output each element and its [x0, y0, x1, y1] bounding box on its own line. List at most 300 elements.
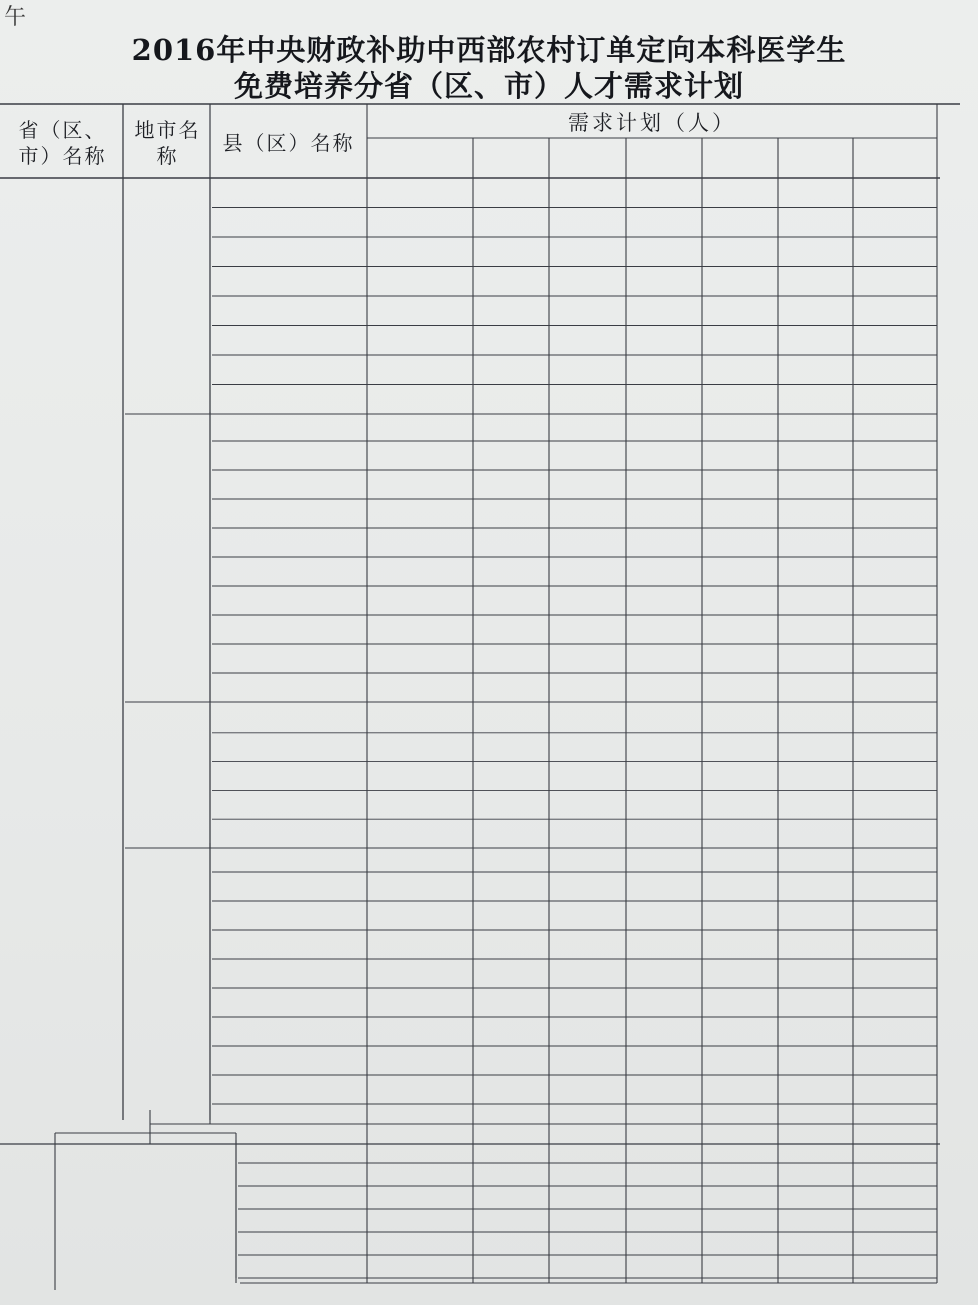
plan-value: [702, 615, 778, 644]
plan-value: [473, 1046, 549, 1075]
plan-value: [853, 1255, 937, 1278]
corner-mark: 午: [4, 5, 27, 30]
plan-value: [549, 208, 626, 238]
plan-value: [702, 528, 778, 557]
plan-value: [626, 499, 702, 528]
plan-value: [626, 470, 702, 499]
plan-value: [778, 237, 853, 267]
county-name: [212, 178, 365, 208]
plan-value: [853, 208, 937, 238]
plan-value: [367, 615, 473, 644]
county-name: [212, 208, 365, 238]
plan-value: [473, 762, 549, 791]
plan-value: [626, 843, 702, 872]
plan-value: [778, 930, 853, 959]
plan-value: [853, 762, 937, 791]
plan-value: [702, 959, 778, 988]
plan-value: [473, 644, 549, 673]
county-name: [212, 267, 365, 297]
plan-value: [549, 790, 626, 819]
plan-value: [778, 1209, 853, 1232]
plan-value: [549, 872, 626, 901]
plan-value: [626, 208, 702, 238]
plan-value: [367, 1163, 473, 1186]
city-name: [150, 843, 210, 1124]
plan-value: [367, 901, 473, 930]
plan-value: [549, 586, 626, 615]
plan-value: [549, 762, 626, 791]
plan-value: [549, 615, 626, 644]
plan-value: [549, 296, 626, 326]
header-demand-plan: 需求计划（人）: [568, 111, 736, 135]
plan-value: [367, 528, 473, 557]
plan-value: [473, 326, 549, 356]
plan-value: [626, 441, 702, 470]
plan-value: [473, 441, 549, 470]
county-name: [212, 528, 365, 557]
plan-value: [626, 1186, 702, 1209]
plan-value: [778, 1163, 853, 1186]
plan-value: [549, 930, 626, 959]
plan-value: [778, 762, 853, 791]
plan-value: [473, 790, 549, 819]
plan-value: [626, 557, 702, 586]
plan-value: [702, 208, 778, 238]
plan-value: [473, 267, 549, 297]
total-value: [473, 1120, 549, 1144]
county-name: [212, 586, 365, 615]
header-plan-column: [549, 140, 626, 176]
plan-value: [626, 412, 702, 441]
plan-value: [626, 615, 702, 644]
plan-value: [367, 762, 473, 791]
county-name: [212, 733, 365, 762]
plan-value: [853, 1232, 937, 1255]
plan-value: [367, 704, 473, 733]
county-name: [238, 1232, 365, 1255]
plan-value: [367, 790, 473, 819]
plan-value: [778, 412, 853, 441]
plan-value: [702, 1232, 778, 1255]
plan-value: [549, 704, 626, 733]
plan-value: [367, 470, 473, 499]
subtotal-value: [367, 673, 473, 702]
plan-value: [473, 1232, 549, 1255]
plan-value: [367, 1209, 473, 1232]
subtotal-value: [626, 385, 702, 415]
plan-value: [367, 441, 473, 470]
plan-value: [473, 930, 549, 959]
plan-value: [778, 790, 853, 819]
plan-value: [367, 326, 473, 356]
plan-value: [702, 326, 778, 356]
plan-value: [367, 586, 473, 615]
plan-value: [853, 1209, 937, 1232]
plan-value: [549, 901, 626, 930]
plan-value: [702, 355, 778, 385]
plan-value: [778, 615, 853, 644]
plan-value: [702, 843, 778, 872]
plan-value: [473, 470, 549, 499]
plan-value: [626, 704, 702, 733]
plan-value: [473, 704, 549, 733]
plan-value: [778, 959, 853, 988]
plan-value: [626, 237, 702, 267]
plan-value: [853, 901, 937, 930]
plan-value: [702, 1046, 778, 1075]
plan-value: [853, 733, 937, 762]
plan-value: [778, 528, 853, 557]
plan-value: [367, 412, 473, 441]
plan-value: [549, 1046, 626, 1075]
subtotal-value: [853, 385, 937, 415]
plan-value: [626, 355, 702, 385]
plan-value: [626, 296, 702, 326]
plan-value: [702, 441, 778, 470]
document-title-line-1: 2016年中央财政补助中西部农村订单定向本科医学生: [131, 33, 847, 67]
plan-value: [778, 557, 853, 586]
plan-value: [853, 959, 937, 988]
plan-value: [626, 762, 702, 791]
header-plan-column: [778, 140, 853, 176]
plan-value: [549, 843, 626, 872]
plan-value: [702, 267, 778, 297]
plan-value: [367, 988, 473, 1017]
plan-value: [626, 930, 702, 959]
county-name: [238, 1209, 365, 1232]
plan-value: [367, 843, 473, 872]
plan-value: [702, 644, 778, 673]
plan-value: [473, 1017, 549, 1046]
subtotal-value: [702, 673, 778, 702]
plan-value: [778, 644, 853, 673]
plan-value: [778, 704, 853, 733]
plan-value: [702, 1075, 778, 1104]
plan-value: [367, 355, 473, 385]
county-name: [212, 644, 365, 673]
plan-value: [549, 1186, 626, 1209]
plan-value: [778, 355, 853, 385]
plan-value: [702, 557, 778, 586]
plan-value: [778, 586, 853, 615]
province-name: [2, 178, 123, 1120]
plan-value: [367, 296, 473, 326]
county-name: [212, 704, 365, 733]
plan-value: [549, 644, 626, 673]
header-plan-column: [367, 140, 473, 176]
plan-value: [853, 355, 937, 385]
county-name: [212, 872, 365, 901]
plan-value: [702, 901, 778, 930]
plan-value: [473, 1163, 549, 1186]
total-value: [702, 1120, 778, 1144]
city-name: [125, 704, 210, 848]
plan-value: [626, 1232, 702, 1255]
county-name: [212, 790, 365, 819]
plan-value: [473, 528, 549, 557]
plan-value: [778, 208, 853, 238]
county-name: [212, 557, 365, 586]
plan-value: [626, 644, 702, 673]
plan-value: [473, 959, 549, 988]
plan-value: [778, 843, 853, 872]
plan-value: [778, 499, 853, 528]
plan-value: [778, 1186, 853, 1209]
plan-value: [853, 586, 937, 615]
plan-value: [473, 355, 549, 385]
plan-value: [549, 1163, 626, 1186]
plan-value: [853, 930, 937, 959]
plan-value: [853, 1186, 937, 1209]
plan-value: [702, 178, 778, 208]
plan-value: [702, 1017, 778, 1046]
plan-value: [473, 615, 549, 644]
header-city: 地市名称: [134, 118, 201, 168]
county-name: [212, 355, 365, 385]
plan-value: [549, 237, 626, 267]
header-province: 省（区、市）名称: [18, 118, 107, 168]
plan-value: [853, 843, 937, 872]
plan-value: [626, 1255, 702, 1278]
plan-value: [367, 557, 473, 586]
plan-value: [626, 178, 702, 208]
plan-value: [473, 1255, 549, 1278]
plan-value: [778, 178, 853, 208]
plan-value: [626, 1163, 702, 1186]
plan-value: [367, 178, 473, 208]
plan-value: [778, 441, 853, 470]
plan-value: [702, 470, 778, 499]
plan-value: [367, 644, 473, 673]
plan-value: [702, 988, 778, 1017]
county-name: [212, 988, 365, 1017]
plan-value: [702, 499, 778, 528]
plan-value: [853, 326, 937, 356]
plan-value: [702, 1186, 778, 1209]
plan-value: [626, 267, 702, 297]
plan-value: [367, 1017, 473, 1046]
plan-value: [778, 1046, 853, 1075]
plan-value: [473, 988, 549, 1017]
plan-value: [702, 237, 778, 267]
subtotal-value: [626, 673, 702, 702]
plan-value: [367, 499, 473, 528]
plan-value: [473, 733, 549, 762]
county-name: [212, 441, 365, 470]
plan-value: [853, 1163, 937, 1186]
plan-value: [367, 1186, 473, 1209]
plan-value: [626, 1046, 702, 1075]
plan-value: [549, 326, 626, 356]
plan-value: [702, 1163, 778, 1186]
plan-value: [778, 1017, 853, 1046]
county-name: [238, 1186, 365, 1209]
plan-value: [549, 441, 626, 470]
plan-value: [473, 237, 549, 267]
county-name: [212, 237, 365, 267]
plan-value: [702, 762, 778, 791]
plan-value: [473, 901, 549, 930]
plan-value: [702, 586, 778, 615]
plan-value: [853, 704, 937, 733]
total-label: [150, 1120, 365, 1144]
total-value: [778, 1120, 853, 1144]
county-name: [212, 843, 365, 872]
plan-value: [549, 1075, 626, 1104]
plan-value: [473, 586, 549, 615]
header-plan-column: [473, 140, 549, 176]
plan-value: [367, 1075, 473, 1104]
plan-value: [549, 1255, 626, 1278]
plan-value: [473, 557, 549, 586]
plan-value: [473, 1075, 549, 1104]
plan-value: [853, 615, 937, 644]
subtotal-value: [473, 385, 549, 415]
plan-value: [549, 528, 626, 557]
subtotal-label: [212, 385, 365, 415]
plan-value: [702, 296, 778, 326]
subtotal-value: [778, 673, 853, 702]
plan-value: [778, 1232, 853, 1255]
plan-value: [473, 499, 549, 528]
plan-value: [473, 412, 549, 441]
county-name: [212, 296, 365, 326]
plan-value: [549, 959, 626, 988]
plan-value: [853, 644, 937, 673]
plan-value: [702, 412, 778, 441]
plan-value: [367, 267, 473, 297]
plan-value: [367, 1255, 473, 1278]
plan-value: [626, 959, 702, 988]
plan-value: [626, 790, 702, 819]
plan-value: [853, 988, 937, 1017]
subtotal-value: [473, 673, 549, 702]
plan-value: [473, 872, 549, 901]
county-name: [212, 959, 365, 988]
plan-value: [626, 528, 702, 557]
plan-value: [702, 733, 778, 762]
subtotal-value: [702, 385, 778, 415]
plan-value: [367, 959, 473, 988]
plan-value: [702, 930, 778, 959]
header-plan-column: [702, 140, 778, 176]
plan-value: [778, 733, 853, 762]
plan-value: [626, 586, 702, 615]
plan-value: [549, 988, 626, 1017]
plan-value: [778, 988, 853, 1017]
subtotal-value: [367, 385, 473, 415]
plan-value: [778, 901, 853, 930]
plan-value: [549, 355, 626, 385]
plan-value: [853, 441, 937, 470]
plan-value: [626, 1017, 702, 1046]
subtotal-value: [778, 385, 853, 415]
county-name: [212, 901, 365, 930]
plan-value: [549, 1209, 626, 1232]
plan-value: [853, 872, 937, 901]
plan-value: [778, 872, 853, 901]
plan-value: [853, 1017, 937, 1046]
plan-value: [778, 296, 853, 326]
plan-value: [853, 267, 937, 297]
plan-value: [367, 208, 473, 238]
county-name: [212, 326, 365, 356]
plan-value: [367, 1046, 473, 1075]
county-name: [212, 930, 365, 959]
plan-value: [853, 412, 937, 441]
plan-value: [549, 557, 626, 586]
county-name: [212, 1075, 365, 1104]
plan-value: [549, 470, 626, 499]
plan-value: [367, 733, 473, 762]
plan-value: [778, 267, 853, 297]
city-name: [125, 412, 210, 702]
plan-value: [367, 237, 473, 267]
plan-value: [853, 178, 937, 208]
county-name: [212, 1017, 365, 1046]
plan-value: [549, 178, 626, 208]
plan-value: [549, 1017, 626, 1046]
city-name: [150, 1140, 236, 1278]
header-county: 县（区）名称: [222, 131, 355, 155]
header-plan-column: [626, 140, 702, 176]
plan-value: [473, 1209, 549, 1232]
plan-value: [778, 470, 853, 499]
plan-value: [473, 208, 549, 238]
plan-value: [626, 326, 702, 356]
plan-value: [626, 988, 702, 1017]
plan-value: [853, 296, 937, 326]
plan-value: [367, 1232, 473, 1255]
document-title-line-2: 免费培养分省（区、市）人才需求计划: [233, 69, 744, 103]
plan-value: [367, 872, 473, 901]
plan-value: [853, 528, 937, 557]
plan-value: [626, 733, 702, 762]
plan-value: [549, 267, 626, 297]
plan-value: [778, 1075, 853, 1104]
plan-value: [853, 237, 937, 267]
plan-value: [549, 733, 626, 762]
plan-value: [626, 1075, 702, 1104]
county-name: [212, 470, 365, 499]
plan-value: [473, 1186, 549, 1209]
plan-value: [473, 843, 549, 872]
plan-value: [626, 901, 702, 930]
plan-value: [626, 872, 702, 901]
city-name: [125, 178, 210, 414]
plan-value: [853, 557, 937, 586]
plan-value: [367, 930, 473, 959]
county-name: [212, 762, 365, 791]
plan-value: [853, 499, 937, 528]
county-name: [212, 412, 365, 441]
plan-value: [853, 1075, 937, 1104]
plan-value: [702, 704, 778, 733]
plan-value: [702, 790, 778, 819]
plan-value: [778, 1255, 853, 1278]
plan-value: [473, 178, 549, 208]
plan-value: [549, 499, 626, 528]
plan-value: [853, 1046, 937, 1075]
header-plan-column: [853, 140, 937, 176]
plan-value: [702, 1209, 778, 1232]
plan-value: [549, 1232, 626, 1255]
plan-value: [853, 470, 937, 499]
subtotal-label: [212, 673, 365, 702]
county-name: [212, 615, 365, 644]
plan-value: [626, 1209, 702, 1232]
plan-value: [778, 326, 853, 356]
